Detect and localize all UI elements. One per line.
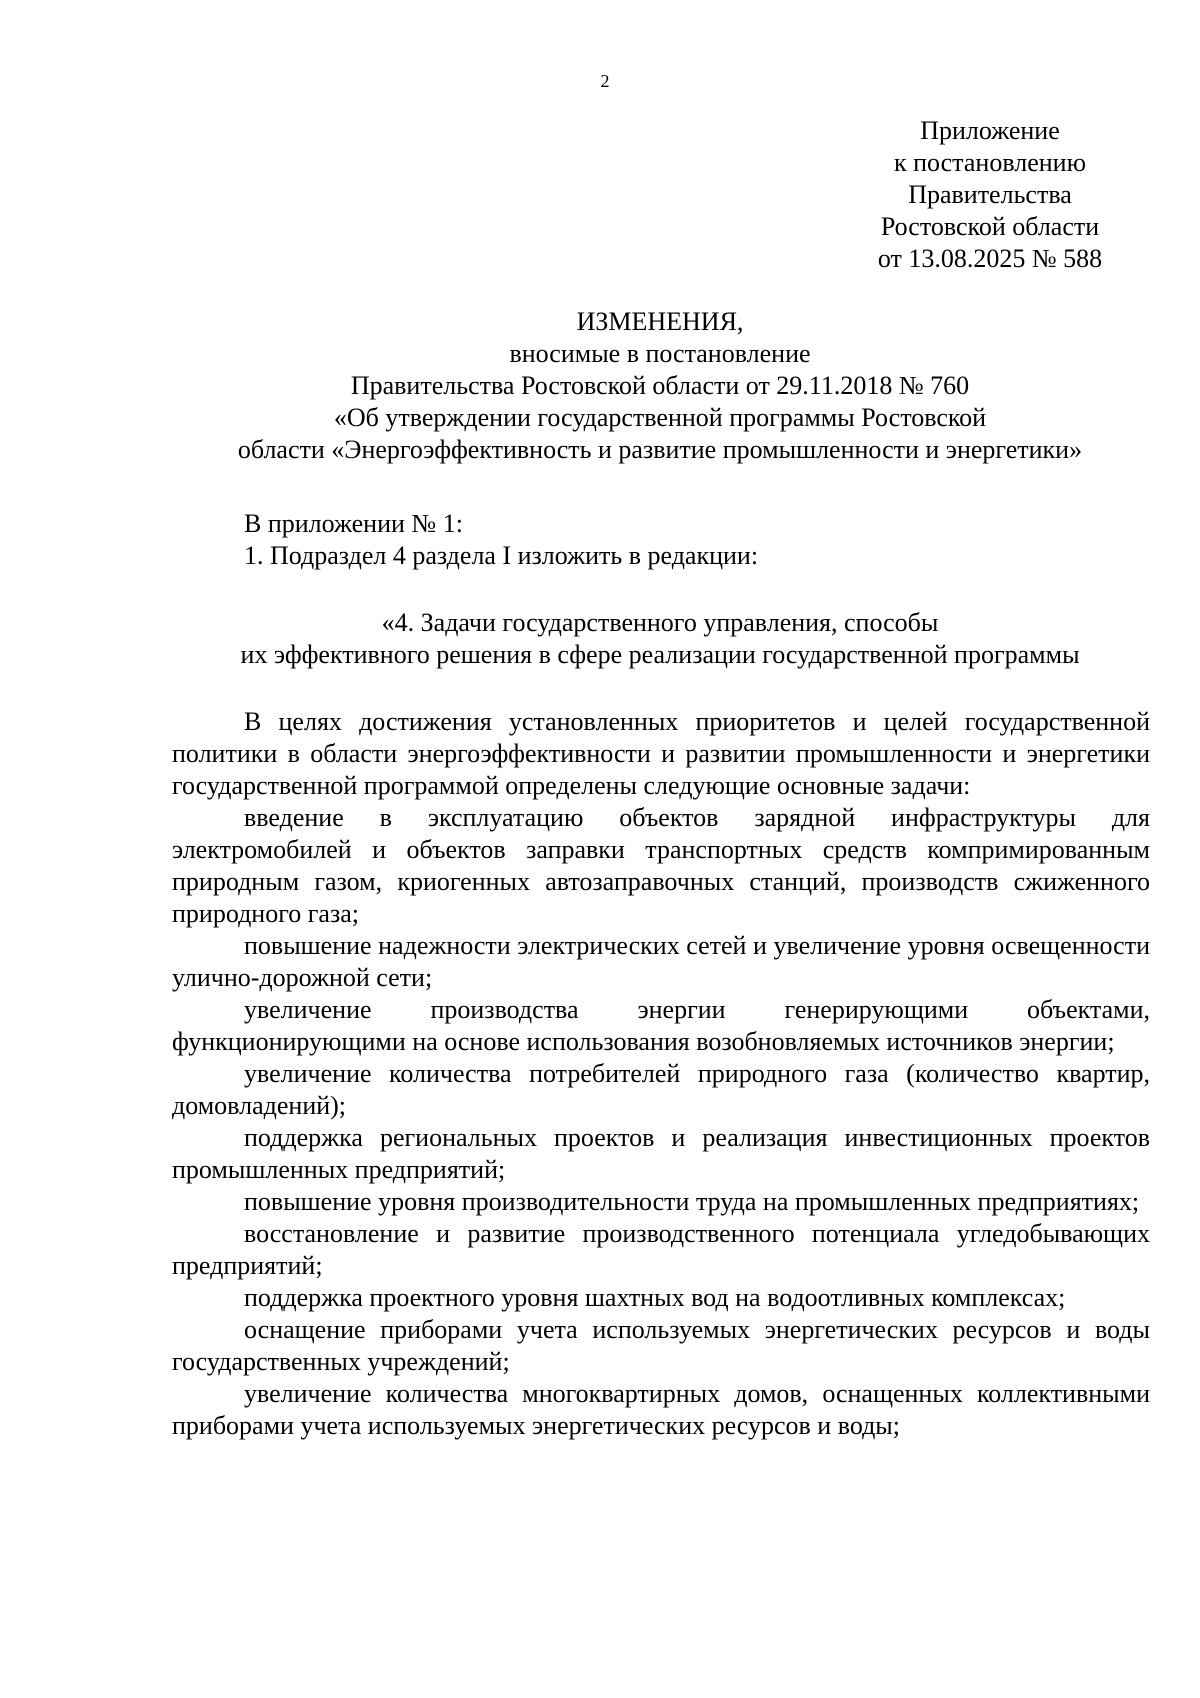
section-title-line: «4. Задачи государственного управления, способы <box>381 608 939 637</box>
paragraph: оснащение приборами учета используемых энергетических ресурсов и воды государственных учреждений; <box>172 1315 1150 1376</box>
section-title-line: их эффективного решения в сфере реализации государственной программы <box>240 640 1080 669</box>
appendix-line: Ростовской области <box>880 212 1100 241</box>
paragraph: повышение надежности электрических сетей и увеличение уровня освещенности улично-дорожной сети; <box>172 931 1150 992</box>
appendix-block <box>840 115 1140 275</box>
paragraph: поддержка региональных проектов и реализация инвестиционных проектов промышленных предприятий; <box>172 1123 1150 1184</box>
title-heading: ИЗМЕНЕНИЯ, <box>576 307 744 336</box>
paragraph: увеличение количества потребителей природного газа (количество квартир, домовладений); <box>172 1059 1150 1120</box>
paragraph: введение в эксплуатацию объектов зарядной инфраструктуры для электромобилей и объектов заправки транспортных средств компримированным природным газом, криогенных автозаправочных станций, производств сжиженного природного газа; <box>172 803 1150 928</box>
paragraph: поддержка проектного уровня шахтных вод на водоотливных комплексах; <box>244 1283 1066 1312</box>
paragraph: восстановление и развитие производственного потенциала угледобывающих предприятий; <box>172 1219 1150 1280</box>
title-line: вносимые в постановление <box>509 339 811 368</box>
appendix-line: Приложение <box>920 116 1060 145</box>
section-title <box>170 607 1150 671</box>
title-line: «Об утверждении государственной программы Ростовской <box>333 403 987 432</box>
paragraph: В целях достижения установленных приоритетов и целей государственной политики в области энергоэффективности и развитии промышленности и энергетики государственной программой определены следующие основные задачи: <box>172 707 1150 800</box>
body-text <box>172 706 1150 1442</box>
page-number: 2 <box>600 71 610 91</box>
title-line: Правительства Ростовской области от 29.11.2018 № 760 <box>350 371 970 400</box>
appendix-line: от 13.08.2025 № 588 <box>877 244 1103 273</box>
paragraph: повышение уровня производительности труда на промышленных предприятиях; <box>244 1187 1140 1216</box>
appendix-line: Правительства <box>908 180 1072 209</box>
intro-block <box>172 508 1152 572</box>
intro-line: В приложении № 1: <box>244 509 463 538</box>
title-line: области «Энергоэффективность и развитие промышленности и энергетики» <box>237 435 1083 464</box>
paragraph: увеличение производства энергии генерирующими объектами, функционирующими на основе использования возобновляемых источников энергии; <box>172 995 1150 1056</box>
paragraph: увеличение количества многоквартирных домов, оснащенных коллективными приборами учета используемых энергетических ресурсов и воды; <box>172 1379 1150 1440</box>
document-title <box>170 306 1150 466</box>
appendix-line: к постановлению <box>893 148 1087 177</box>
intro-line: 1. Подраздел 4 раздела I изложить в редакции: <box>244 541 759 570</box>
